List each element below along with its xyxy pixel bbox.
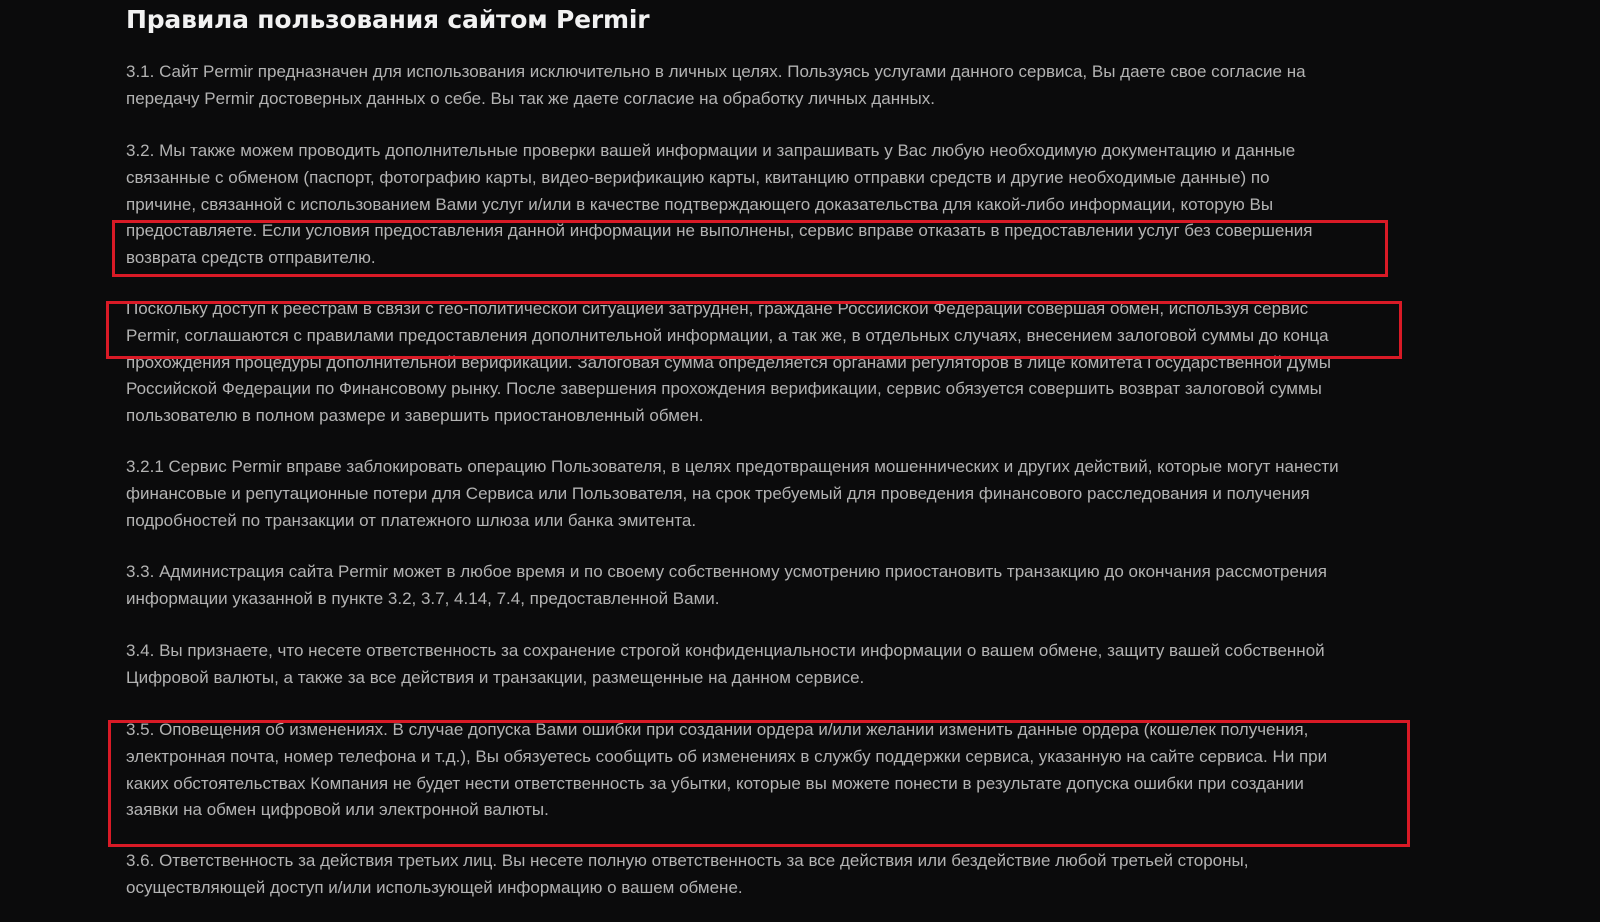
paragraph-3-3 <box>126 559 1416 613</box>
text-line: осуществляющей доступ и/или использующей информацию о вашем обмене. <box>126 877 743 897</box>
paragraph-3-2 <box>126 138 1416 272</box>
text-line: электронная почта, номер телефона и т.д.), Вы обязуетесь сообщить об изменениях в службу поддержки сервиса, указанную на сайте сервиса. Ни при <box>126 746 1328 766</box>
text-line: связанные с обменом (паспорт, фотографию карты, видео-верификацию карты, квитанцию отправки средств и другие необходимые данные) по <box>126 167 1270 187</box>
text-line: передачу Permir достоверных данных о себе. Вы так же даете согласие на обработку личных данных. <box>126 88 935 108</box>
paragraph-3-5 <box>126 717 1416 824</box>
text-line: подробностей по транзакции от платежного шлюза или банка эмитента. <box>126 510 697 530</box>
text-line: причине, связанной с использованием Вами услуг и/или в качестве подтверждающего доказательства для какой-либо информации, которую Вы <box>126 194 1274 214</box>
text-line: пользователю в полном размере и завершить приостановленный обмен. <box>126 406 704 426</box>
text-line: заявки на обмен цифровой или электронной валюты. <box>126 800 549 820</box>
paragraph-3-2-1 <box>126 454 1416 534</box>
text-line: 3.6. Ответственность за действия третьих лиц. Вы несете полную ответственность за все действия или бездействие любой третьей стороны, <box>126 851 1249 870</box>
paragraph-verification-deposit <box>126 296 1416 430</box>
text-line: каких обстоятельствах Компания не будет нести ответственность за убытки, которые вы можете понести в результате допуска ошибки при создании <box>126 773 1304 793</box>
text-line: возврата средств отправителю. <box>126 248 376 268</box>
text-line: 3.3. Администрация сайта Permir может в любое время и по своему собственному усмотрению приостановить транзакцию до окончания рассмотрения <box>126 562 1328 581</box>
text-line: 3.2. Мы также можем проводить дополнительные проверки вашей информации и запрашивать у Вас любую необходимую документацию и данные <box>126 141 1296 160</box>
rules-content <box>126 0 1416 897</box>
text-line: Поскольку доступ к реестрам в связи с гео-политической ситуацией затруднен, граждане Российской Федерации совершая обмен, используя сервис <box>126 299 1309 318</box>
paragraph-3-4 <box>126 638 1416 692</box>
text-line: 3.2.1 Сервис Permir вправе заблокировать операцию Пользователя, в целях предотвращения мошеннических и других действий, которые могут нанести <box>126 457 1339 476</box>
text-line: Цифровой валюты, а также за все действия и транзакции, размещенные на данном сервисе. <box>126 667 865 687</box>
text-line: информации указанной в пункте 3.2, 3.7, 4.14, 7.4, предоставленной Вами. <box>126 588 720 608</box>
text-line: финансовые и репутационные потери для Сервиса или Пользователя, на срок требуемый для проведения финансового расследования и получения <box>126 483 1310 503</box>
text-line: 3.1. Сайт Permir предназначен для использования исключительно в личных целях. Пользуясь услугами данного сервиса, Вы даете свое согласие на <box>126 62 1306 81</box>
text-line: 3.5. Оповещения об изменениях. В случае допуска Вами ошибки при создании ордера и/или желании изменить данные ордера (кошелек получения, <box>126 720 1309 739</box>
paragraph-3-6 <box>126 848 1416 902</box>
text-line: предоставляете. Если условия предоставления данной информации не выполнены, сервис вправе отказать в предоставлении услуг без совершения <box>126 221 1313 241</box>
text-line: Permir, соглашаются с правилами предоставления дополнительной информации, а так же, в отдельных случаях, внесением залоговой суммы до конца <box>126 325 1329 345</box>
text-line: Российской Федерации по Финансовому рынку. После завершения прохождения верификации, сервис обязуется совершить возврат залоговой суммы <box>126 379 1322 399</box>
text-line: прохождения процедуры дополнительной верификации. Залоговая сумма определяется органами регуляторов в лице комитета Государственной Думы <box>126 352 1331 372</box>
page-title: Правила пользования сайтом Permir <box>126 5 650 34</box>
text-line: 3.4. Вы признаете, что несете ответственность за сохранение строгой конфиденциальности информации о вашем обмене, защиту вашей собственной <box>126 641 1325 660</box>
paragraph-3-1 <box>126 59 1416 113</box>
